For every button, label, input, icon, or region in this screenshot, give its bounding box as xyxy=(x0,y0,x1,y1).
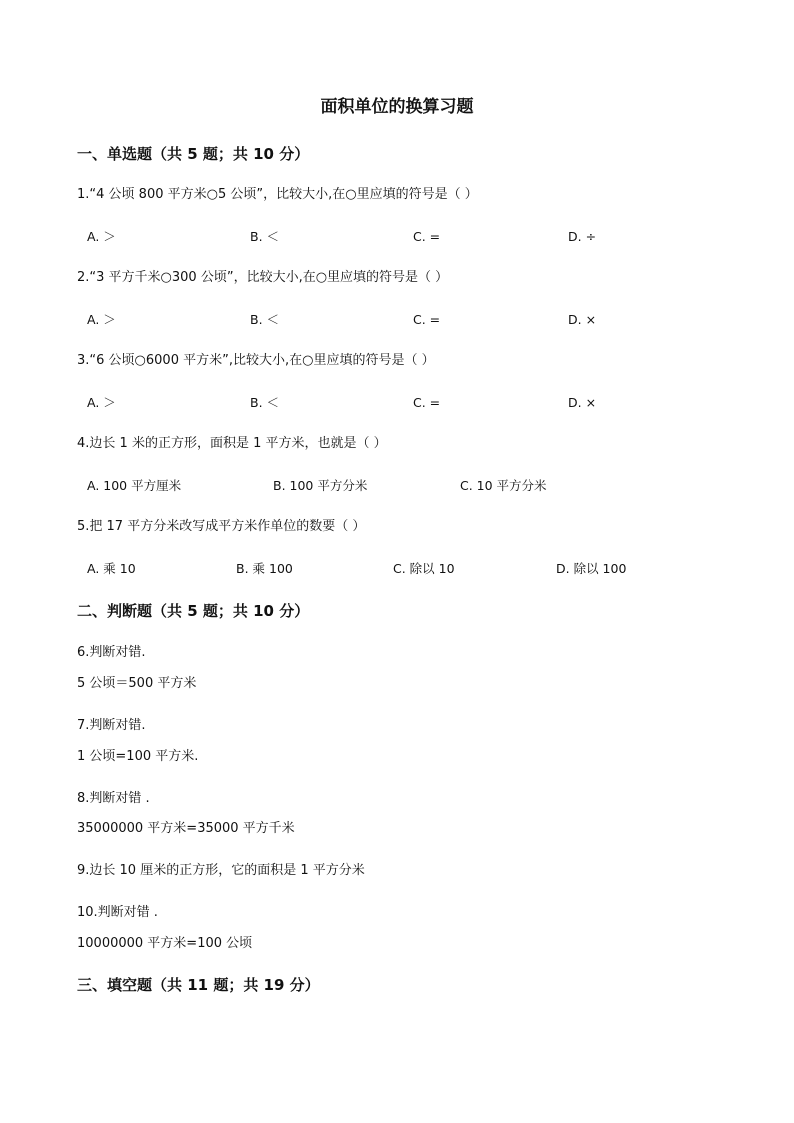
question-4-stem: 4.边长 1 米的正方形，面积是 1 平方米，也就是（ ） xyxy=(77,436,387,451)
section-heading-fill-in: 三、填空题（共 11 题；共 19 分） xyxy=(77,976,320,994)
question-4-option-c: C. 10 平方分米 xyxy=(460,478,547,493)
question-1-stem: 1.“4 公顷 800 平方米○5 公顷”，比较大小,在○里应填的符号是（ ） xyxy=(77,187,478,202)
question-9-statement: 9.边长 10 厘米的正方形，它的面积是 1 平方分米 xyxy=(77,863,365,878)
question-5-option-a: A. 乘 10 xyxy=(87,561,136,576)
question-5-option-d: D. 除以 100 xyxy=(556,561,627,576)
question-3-option-a: A. ＞ xyxy=(87,395,116,410)
question-1-option-d: D. ÷ xyxy=(568,229,597,244)
question-1-option-a: A. ＞ xyxy=(87,229,116,244)
question-5-option-b: B. 乘 100 xyxy=(236,561,293,576)
question-6-statement: 5 公顷＝500 平方米 xyxy=(77,676,197,691)
question-5-stem: 5.把 17 平方分米改写成平方米作单位的数要（ ） xyxy=(77,519,366,534)
question-8-prompt: 8.判断对错 . xyxy=(77,791,150,806)
question-4-option-b: B. 100 平方分米 xyxy=(273,478,368,493)
question-10-prompt: 10.判断对错 . xyxy=(77,905,158,920)
question-2-option-d: D. × xyxy=(568,312,597,327)
question-2-stem: 2.“3 平方千米○300 公顷”，比较大小,在○里应填的符号是（ ） xyxy=(77,270,449,285)
question-8-statement: 35000000 平方米=35000 平方千米 xyxy=(77,821,295,836)
question-2-option-c: C. = xyxy=(413,312,441,327)
question-3-option-c: C. = xyxy=(413,395,441,410)
question-4-option-a: A. 100 平方厘米 xyxy=(87,478,182,493)
question-7-prompt: 7.判断对错. xyxy=(77,718,146,733)
question-5-option-c: C. 除以 10 xyxy=(393,561,455,576)
question-1-option-c: C. = xyxy=(413,229,441,244)
question-2-option-b: B. ＜ xyxy=(250,312,280,327)
question-7-statement: 1 公顷=100 平方米. xyxy=(77,749,199,764)
question-3-stem: 3.“6 公顷○6000 平方米”,比较大小,在○里应填的符号是（ ） xyxy=(77,353,435,368)
question-2-option-a: A. ＞ xyxy=(87,312,116,327)
question-10-statement: 10000000 平方米=100 公顷 xyxy=(77,936,253,951)
section-heading-single-choice: 一、单选题（共 5 题；共 10 分） xyxy=(77,145,310,163)
question-6-prompt: 6.判断对错. xyxy=(77,645,146,660)
question-3-option-d: D. × xyxy=(568,395,597,410)
page-title: 面积单位的换算习题 xyxy=(320,97,474,117)
question-1-option-b: B. ＜ xyxy=(250,229,280,244)
section-heading-true-false: 二、判断题（共 5 题；共 10 分） xyxy=(77,602,310,620)
question-3-option-b: B. ＜ xyxy=(250,395,280,410)
